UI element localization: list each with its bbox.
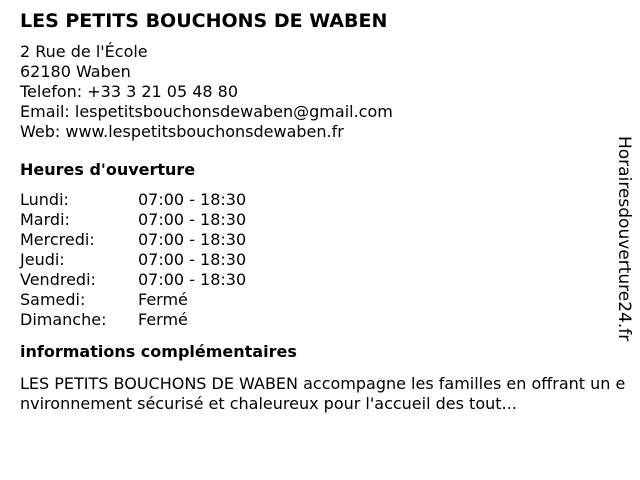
info-heading: informations complémentaires [20,342,297,361]
day-label: Dimanche: [20,310,107,329]
day-hours: 07:00 - 18:30 [138,250,247,269]
phone-line: Telefon: +33 3 21 05 48 80 [20,82,239,101]
day-label: Jeudi: [20,250,65,269]
day-hours: Fermé [138,290,188,309]
site-watermark: Horairesdouverture24.fr [614,136,634,342]
web-line: Web: www.lespetitsbouchonsdewaben.fr [20,122,344,141]
address-city: 62180 Waben [20,62,131,81]
info-description: LES PETITS BOUCHONS DE WABEN accompagne les familles en offrant un environnement sécurisé et chaleureux pour l'accueil des tout... [20,374,626,413]
day-hours: 07:00 - 18:30 [138,270,247,289]
day-hours: 07:00 - 18:30 [138,230,247,249]
hours-heading: Heures d'ouverture [20,160,196,179]
day-label: Samedi: [20,290,86,309]
day-label: Lundi: [20,190,69,209]
business-name: LES PETITS BOUCHONS DE WABEN [20,10,388,32]
day-label: Vendredi: [20,270,96,289]
day-hours: 07:00 - 18:30 [138,210,247,229]
day-label: Mardi: [20,210,70,229]
opening-hours-table [20,190,610,330]
address-street: 2 Rue de l'École [20,42,148,61]
day-hours: Fermé [138,310,188,329]
day-hours: 07:00 - 18:30 [138,190,247,209]
email-line: Email: lespetitsbouchonsdewaben@gmail.com [20,102,393,121]
day-label: Mercredi: [20,230,95,249]
